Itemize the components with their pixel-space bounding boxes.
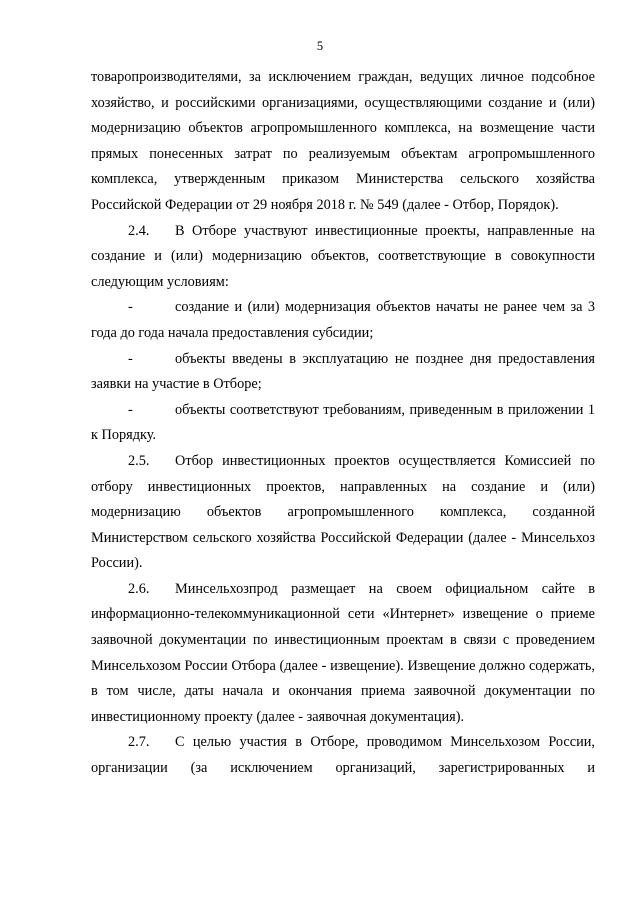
list-dash: -	[128, 350, 133, 367]
list-dash: -	[128, 299, 133, 316]
paragraph-text: В Отборе участвуют инвестиционные проекты, направленные на создание и (или) модернизацию объектов, соответствующие в совокупности следующим условиям:	[91, 222, 595, 290]
list-item	[91, 347, 595, 398]
paragraph-2-5	[91, 449, 595, 577]
paragraph-number: 2.5.	[128, 452, 150, 469]
paragraph-text: Минсельхозпрод размещает на своем официальном сайте в информационно-телекоммуникационной сети «Интернет» извещение о приеме заявочной документации по инвестиционным проектам в связи с проведением Минсельхозом России Отбора (далее - извещение). Извещение должно содержать, в том числе, даты начала и окончания приема заявочной документации по инвестиционному проекту (далее - заявочная документация).	[91, 580, 595, 725]
paragraph-text: С целью участия в Отборе, проводимом Минсельхозом России, организации (за исключением организаций, зарегистрированных и	[91, 734, 595, 777]
page-number: 5	[316, 39, 324, 53]
document-body	[91, 65, 595, 782]
paragraph-text: Отбор инвестиционных проектов осуществляется Комиссией по отбору инвестиционных проектов, направленных на создание и (или) модернизацию объектов агропромышленного комплекса, созданной Министерством сельского хозяйства Российской Федерации (далее - Минсельхоз России).	[91, 452, 595, 572]
list-item	[91, 295, 595, 346]
paragraph-number: 2.4.	[128, 222, 150, 239]
paragraph-2-7	[91, 730, 595, 781]
paragraph-continuation	[91, 65, 595, 219]
paragraph-2-6	[91, 577, 595, 731]
paragraph-text: товаропроизводителями, за исключением граждан, ведущих личное подсобное хозяйство, и российскими организациями, осуществляющими создание и (или) модернизацию объектов агропромышленного комплекса, на возмещение части прямых понесенных затрат по реализуемым объектам агропромышленного комплекса, утвержденным приказом Министерства сельского хозяйства Российской Федерации от 29 ноября 2018 г. № 549 (далее - Отбор, Порядок).	[91, 69, 595, 213]
list-item	[91, 398, 595, 449]
paragraph-number: 2.7.	[128, 734, 150, 751]
list-item-text: объекты введены в эксплуатацию не позднее дня предоставления заявки на участие в Отборе;	[91, 350, 595, 393]
list-item-text: объекты соответствуют требованиям, приведенным в приложении 1 к Порядку.	[91, 401, 595, 444]
list-dash: -	[128, 401, 133, 418]
paragraph-number: 2.6.	[128, 580, 150, 597]
list-item-text: создание и (или) модернизация объектов начаты не ранее чем за 3 года до года начала предоставления субсидии;	[91, 299, 595, 341]
paragraph-2-4	[91, 219, 595, 296]
